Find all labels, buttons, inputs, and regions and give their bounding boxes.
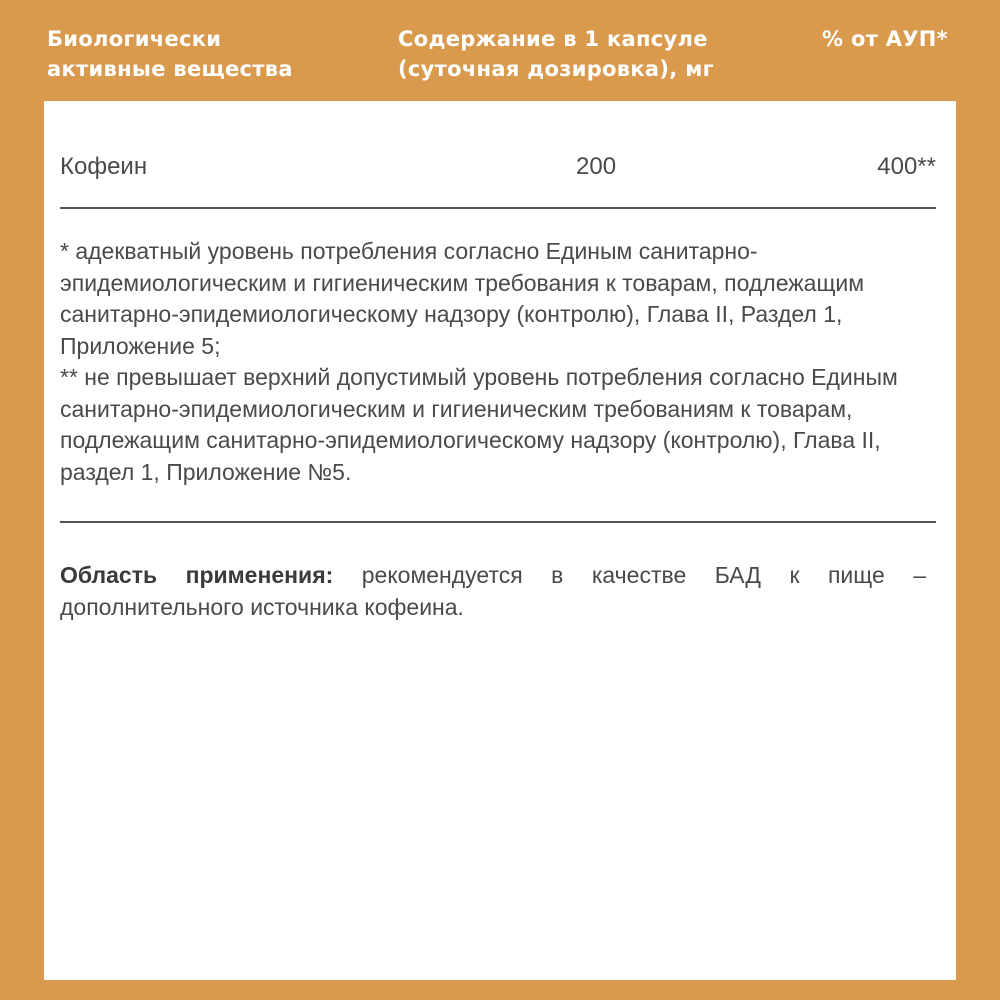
scope-text: рекомендуется в качестве БАД к пище – дополнительного источника кофеина.: [60, 562, 926, 620]
footnote-1: * адекватный уровень потребления согласно Единым санитарно-эпидемиологическим и гигиеническим требования к товарам, подлежащим санитарно-эпидемиологическому надзору (контролю), Глава II, Раздел 1, Приложение 5;: [60, 238, 865, 359]
divider: [60, 521, 936, 523]
footnote-2: ** не превышает верхний допустимый уровень потребления согласно Единым санитарно-эпидемиологическим и гигиеническим требованиям к товарам, подлежащим санитарно-эпидемиологическому надзору (контролю), Глава II, раздел 1, Приложение №5.: [60, 364, 898, 485]
table-row: [60, 149, 936, 185]
header-content-line1: Содержание в 1 капсуле: [398, 27, 708, 51]
content-panel: [44, 101, 956, 980]
substance-amount: 200: [576, 153, 617, 180]
header-substances-line1: Биологически: [47, 27, 222, 51]
scope-label: Область применения:: [60, 562, 334, 588]
divider: [60, 207, 936, 209]
header-percent: [822, 24, 948, 54]
header-substances-line2: активные вещества: [47, 57, 293, 81]
footnotes: [60, 236, 940, 488]
header-percent-label: % от АУП*: [822, 27, 948, 51]
header-content: [398, 24, 714, 84]
header-substances: [47, 24, 293, 84]
substance-name: Кофеин: [60, 153, 148, 180]
table-header: [0, 0, 1000, 100]
header-content-line2: (суточная дозировка), мг: [398, 57, 714, 81]
substance-percent: 400**: [877, 153, 936, 180]
scope-of-use: [60, 559, 926, 623]
